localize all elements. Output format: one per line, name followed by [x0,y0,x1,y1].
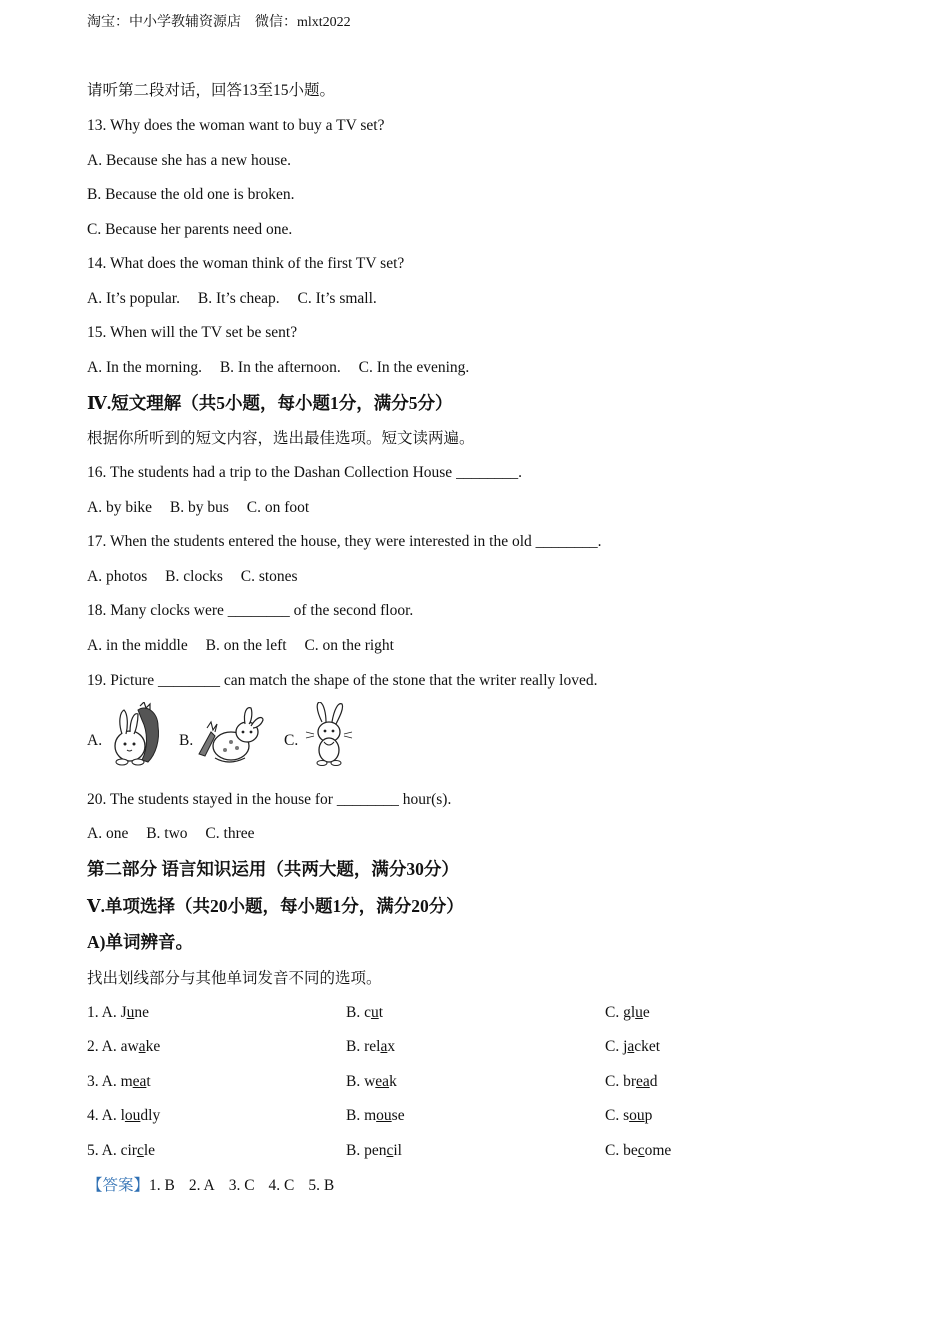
phonics-1-a: 1. A. June [87,1004,150,1021]
phonics-row-2 [87,1037,887,1057]
answer-line [87,1176,334,1196]
q15-option-a: A. In the morning. [87,359,202,376]
sectionA-title: A)单词辨音。 [87,932,193,952]
phonics-3-b: B. weak [346,1073,397,1090]
phonics-2-c: C. jacket [605,1038,661,1055]
q18-option-b: B. on the left [205,637,287,654]
phonics-row-4 [87,1106,887,1126]
q16-stem: 16. The students had a trip to the Dashan Collection House ________. [87,464,522,481]
page-header: 淘宝：中小学教辅资源店 微信：mlxt2022 [87,15,351,30]
q13-option-b: B. Because the old one is broken. [87,186,295,203]
q13-option-c: C. Because her parents need one. [87,221,293,238]
phonics-2-b: B. relax [346,1038,396,1055]
phonics-5-b: B. pencil [346,1142,402,1159]
phonics-1-c: C. glue [605,1004,650,1021]
q18-options [87,636,394,656]
standing-rabbit-picture [302,702,356,766]
phonics-1-b: B. cut [346,1004,384,1021]
phonics-4-a: 4. A. loudly [87,1107,161,1124]
phonics-row-3 [87,1072,887,1092]
phonics-3-a: 3. A. meat [87,1073,151,1090]
q14-option-a: A. It’s popular. [87,290,180,307]
q17-option-c: C. stones [240,568,298,585]
phonics-5-c: C. become [605,1142,672,1159]
dialogue2-instruction: 请听第二段对话，回答13至15小题。 [87,82,336,99]
answer-label: 【答案】 [87,1177,150,1194]
lying-rabbit-picture [197,702,267,766]
q14-options [87,289,377,309]
q16-option-b: B. by bus [169,499,229,516]
answer-5: 5. B [308,1177,335,1194]
q16-option-a: A. by bike [87,499,153,516]
q19-option-b-label: B. [179,732,194,749]
phonics-4-b: B. mouse [346,1107,405,1124]
q16-option-c: C. on foot [246,499,310,516]
phonics-5-a: 5. A. circle [87,1142,156,1159]
q18-option-c: C. on the right [304,637,394,654]
phonics-3-c: C. bread [605,1073,658,1090]
section4-title: Ⅳ.短文理解（共5小题，每小题1分，满分5分） [87,393,453,413]
q20-option-c: C. three [205,825,255,842]
phonics-2-a: 2. A. awake [87,1038,161,1055]
answer-4: 4. C [268,1177,295,1194]
q15-stem: 15. When will the TV set be sent? [87,324,298,341]
q17-option-a: A. photos [87,568,148,585]
q19-option-a-label: A. [87,732,103,749]
q19-stem: 19. Picture ________ can match the shape of the stone that the writer really loved. [87,672,598,689]
q13-stem: 13. Why does the woman want to buy a TV set? [87,117,385,134]
answer-1: 1. B [149,1177,175,1194]
phonics-row-5 [87,1141,887,1161]
phonics-4-c: C. soup [605,1107,653,1124]
q15-option-b: B. In the afternoon. [219,359,341,376]
q13-option-a: A. Because she has a new house. [87,152,292,169]
q18-option-a: A. in the middle [87,637,188,654]
q20-option-a: A. one [87,825,129,842]
q17-option-b: B. clocks [165,568,223,585]
q18-stem: 18. Many clocks were ________ of the second floor. [87,602,414,619]
answer-3: 3. C [228,1177,255,1194]
phonics-row-1 [87,1003,887,1023]
q20-options [87,824,255,844]
q17-options [87,567,298,587]
q14-stem: 14. What does the woman think of the first TV set? [87,255,405,272]
q20-stem: 20. The students stayed in the house for ________ hour(s). [87,791,452,808]
section5-title: Ⅴ.单项选择（共20小题，每小题1分，满分20分） [87,896,464,916]
section4-instruction: 根据你所听到的短文内容，选出最佳选项。短文读两遍。 [87,430,475,447]
rabbit-with-carrot-picture [108,702,162,766]
q15-option-c: C. In the evening. [358,359,470,376]
answer-2: 2. A [188,1177,215,1194]
sectionA-instruction: 找出划线部分与其他单词发音不同的选项。 [87,970,382,987]
q14-option-c: C. It’s small. [297,290,377,307]
q20-option-b: B. two [146,825,188,842]
part2-title: 第二部分 语言知识运用（共两大题，满分30分） [87,859,459,879]
q14-option-b: B. It’s cheap. [197,290,280,307]
q15-options [87,358,469,378]
q19-option-c-label: C. [284,732,299,749]
q16-options [87,498,309,518]
q17-stem: 17. When the students entered the house, they were interested in the old ________. [87,533,602,550]
